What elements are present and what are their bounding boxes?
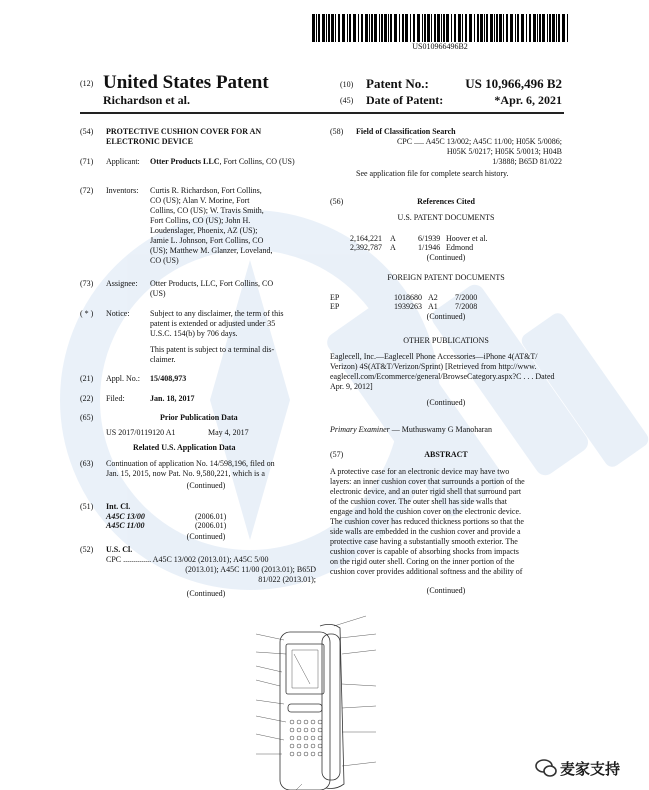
barcode-bar xyxy=(506,14,508,42)
us-docs-heading: U.S. PATENT DOCUMENTS xyxy=(397,213,495,222)
notice-value: Subject to any disclaimer, the term of this patent is extended or adjusted under 35 U.S.C. 154(b) by 706 days. This patent is subject to a terminal dis- claimer. xyxy=(150,309,284,364)
field-line-1: CPC ..... A45C 13/002; A45C 11/00; H05K 5/0086; xyxy=(396,137,562,146)
abstract-code: (57) xyxy=(330,450,344,459)
us-doc-row-2-kind: A xyxy=(390,243,396,252)
abstract-text: A protective case for an electronic device may have two layers: an inner cushion cover that surrounds a portion of the electronic device, and an outer rigid shell that surround part of the cushion cover. The outer shell has side walls that engage and hold the cushion cover on the electronic device. The cushion cover has reduced thickness portions so that the side walls are embedded in the cushion cover and provide a protective case having a substantially smooth exterior. The cushion cover is capable of absorbing shocks from impacts on the rigid outer shell. Coring on the inner portion of the cushion cover provides additional softness and the ability of xyxy=(330,467,525,576)
barcode-bar xyxy=(361,14,363,42)
int-cl-row-2-version: (2006.01) xyxy=(195,521,227,530)
prior-pub-number: US 2017/0119120 A1 xyxy=(106,428,176,437)
abstract-continued: (Continued) xyxy=(426,586,466,595)
barcode-bar xyxy=(539,14,541,42)
header-rule xyxy=(80,112,564,114)
barcode-bar xyxy=(494,14,495,42)
related-code: (63) xyxy=(80,459,94,468)
barcode-bar xyxy=(486,14,488,42)
barcode-bar xyxy=(434,14,436,42)
barcode-bar xyxy=(365,14,368,42)
barcode-bar xyxy=(326,14,327,42)
barcode-bar xyxy=(515,14,516,42)
barcode-bar xyxy=(318,14,320,42)
date-code: (45) xyxy=(340,96,354,105)
barcode-bar xyxy=(451,14,452,42)
barcode-bar xyxy=(480,14,483,42)
barcode-bar xyxy=(405,14,408,42)
barcode-bar xyxy=(499,14,502,42)
barcode-bar xyxy=(353,14,356,42)
barcode-bar xyxy=(437,14,440,42)
barcode-bar xyxy=(413,14,415,42)
barcode-bar xyxy=(549,14,551,42)
int-cl-continued: (Continued) xyxy=(186,532,226,541)
filed-value: Jan. 18, 2017 xyxy=(150,394,195,403)
us-docs-continued: (Continued) xyxy=(426,253,466,262)
brand-logo-text: 麦家支持 xyxy=(560,760,621,778)
us-doc-row-2-name: Edmond xyxy=(446,243,474,252)
inventors-value: Curtis R. Richardson, Fort Collins, CO (US); Alan V. Morine, Fort Collins, CO (US); W. Travis Smith, Fort Collins, CO (US); John H. Loudenslager, Phoenix, AZ (US); Jamie L. Johnson, Fort Collins, CO (US); Matthew M. Glanzer, Loveland, CO (US) xyxy=(150,186,273,265)
barcode-bar xyxy=(547,14,548,42)
us-doc-row-2-date: 1/1946 xyxy=(418,243,441,252)
us-doc-row-2-number: 2,392,787 xyxy=(350,243,382,252)
barcode-bar xyxy=(443,14,445,42)
barcode-bar xyxy=(542,14,545,42)
barcode-bar xyxy=(431,14,432,42)
chat-bubble-icon xyxy=(534,756,558,780)
field-label: Field of Classification Search xyxy=(356,127,456,136)
inventors-label: Inventors: xyxy=(106,186,139,195)
us-cl-code: (52) xyxy=(80,545,94,554)
int-cl-row-2-class: A45C 11/00 xyxy=(106,521,145,530)
applicant-value: Otter Products LLC, Fort Collins, CO (US) xyxy=(150,157,295,166)
barcode-bar xyxy=(503,14,504,42)
appl-no-label: Appl. No.: xyxy=(106,374,140,383)
field-code: (58) xyxy=(330,127,344,136)
filed-code: (22) xyxy=(80,394,94,403)
other-pubs-heading: OTHER PUBLICATIONS xyxy=(403,336,489,345)
barcode-bar xyxy=(454,14,456,42)
field-line-2: H05K 5/0217; H05K 5/0013; H04B xyxy=(446,147,562,156)
barcode-bar xyxy=(402,14,404,42)
barcode-bar xyxy=(328,14,330,42)
barcode-bar xyxy=(552,14,555,42)
foreign-doc-row-2-kind: A1 xyxy=(428,302,438,311)
barcode-bar xyxy=(446,14,449,42)
notice-code: ( * ) xyxy=(80,309,94,318)
barcode-bar xyxy=(484,14,485,42)
us-doc-row-1-kind: A xyxy=(390,234,396,243)
barcode-bar xyxy=(517,14,519,42)
us-doc-row-1-name: Hoover et al. xyxy=(446,234,488,243)
barcode-bar xyxy=(427,14,430,42)
barcode-bar xyxy=(521,14,524,42)
foreign-doc-row-2-number: 1939263 xyxy=(394,302,422,311)
prior-pub-heading: Prior Publication Data xyxy=(160,413,238,422)
barcode-bar xyxy=(537,14,538,42)
barcode-bar xyxy=(462,14,463,42)
examiner: Primary Examiner — Muthuswamy G Manoharan xyxy=(330,425,492,434)
barcode-bar xyxy=(465,14,467,42)
barcode-bar xyxy=(422,14,423,42)
assignee-code: (73) xyxy=(80,279,94,288)
foreign-docs-continued: (Continued) xyxy=(426,312,466,321)
foreign-doc-row-1-number: 1018680 xyxy=(394,293,422,302)
barcode-bar xyxy=(477,14,479,42)
barcode-bar xyxy=(496,14,498,42)
document-title: United States Patent xyxy=(103,72,269,93)
foreign-doc-row-1-kind: A2 xyxy=(428,293,438,302)
related-continued: (Continued) xyxy=(186,481,226,490)
barcode-number: US010966496B2 xyxy=(412,42,468,51)
int-cl-code: (51) xyxy=(80,502,94,511)
us-doc-row-1-number: 2,164,221 xyxy=(350,234,382,243)
barcode xyxy=(312,14,568,42)
appl-no-value: 15/408,973 xyxy=(150,374,187,383)
barcode-bar xyxy=(384,14,387,42)
applicant-label: Applicant: xyxy=(106,157,140,166)
barcode-bar xyxy=(369,14,370,42)
barcode-bar xyxy=(371,14,373,42)
us-cl-line-1: CPC .............. A45C 13/002 (2013.01); A45C 5/00 xyxy=(106,555,269,564)
barcode-bar xyxy=(331,14,334,42)
patent-number-label: Patent No.: xyxy=(366,76,429,91)
us-cl-line-2: (2013.01); A45C 11/00 (2013.01); B65D xyxy=(185,565,316,574)
filed-label: Filed: xyxy=(106,394,125,403)
barcode-bar xyxy=(379,14,380,42)
barcode-bar xyxy=(399,14,400,42)
int-cl-row-1-version: (2006.01) xyxy=(195,512,227,521)
us-cl-continued: (Continued) xyxy=(186,589,226,598)
foreign-doc-row-2-date: 7/2008 xyxy=(455,302,478,311)
us-doc-row-1-date: 6/1939 xyxy=(418,234,441,243)
related-heading: Related U.S. Application Data xyxy=(133,443,236,452)
us-cl-line-3: 81/022 (2013.01); xyxy=(258,575,316,584)
barcode-bar xyxy=(490,14,493,42)
barcode-bar xyxy=(417,14,420,42)
barcode-bar xyxy=(312,14,315,42)
assignee-value: Otter Products, LLC, Fort Collins, CO (US) xyxy=(150,279,274,298)
appl-no-code: (21) xyxy=(80,374,94,383)
barcode-bar xyxy=(342,14,345,42)
barcode-bar xyxy=(338,14,340,42)
country-code: (12) xyxy=(80,79,94,88)
barcode-bar xyxy=(529,14,531,42)
int-cl-label: Int. Cl. xyxy=(106,502,131,511)
title-code: (54) xyxy=(80,127,94,136)
barcode-bar xyxy=(562,14,565,42)
barcode-bar xyxy=(526,14,527,42)
assignee-label: Assignee: xyxy=(106,279,138,288)
barcode-bar xyxy=(424,14,426,42)
patent-number-value: US 10,966,496 B2 xyxy=(465,76,562,91)
barcode-bar xyxy=(441,14,442,42)
date-label: Date of Patent: xyxy=(366,93,444,107)
prior-pub-code: (65) xyxy=(80,413,94,422)
barcode-bar xyxy=(374,14,377,42)
foreign-doc-row-1-country: EP xyxy=(330,293,340,302)
barcode-bar xyxy=(316,14,317,42)
barcode-bar xyxy=(567,14,568,42)
barcode-bar xyxy=(358,14,359,42)
barcode-bar xyxy=(469,14,472,42)
barcode-bar xyxy=(349,14,351,42)
barcode-bar xyxy=(458,14,461,42)
other-pubs-text: Eaglecell, Inc.—Eaglecell Phone Accessories—iPhone 4(AT&T/ Verizon) 4S(AT&T/Verizon/Sprint) [Retrieved from http://www. eaglecell.com/Ecommerce/general/BrowseCategory.aspx?C . . . Dated Apr. 9, 2012] xyxy=(330,352,555,391)
invention-title: PROTECTIVE CUSHION COVER FOR AN ELECTRONIC DEVICE xyxy=(106,127,262,146)
foreign-docs-heading: FOREIGN PATENT DOCUMENTS xyxy=(387,273,505,282)
prior-pub-date: May 4, 2017 xyxy=(208,428,249,437)
us-cl-label: U.S. Cl. xyxy=(106,545,133,554)
refs-code: (56) xyxy=(330,197,344,206)
barcode-bar xyxy=(335,14,336,42)
other-pubs-continued: (Continued) xyxy=(426,398,466,407)
barcode-bar xyxy=(390,14,392,42)
barcode-bar xyxy=(410,14,411,42)
patent-drawing xyxy=(236,604,406,790)
date-value: *Apr. 6, 2021 xyxy=(494,93,562,107)
barcode-bar xyxy=(388,14,389,42)
barcode-bar xyxy=(347,14,348,42)
abstract-heading: ABSTRACT xyxy=(424,450,468,459)
inventor-short-name: Richardson et al. xyxy=(103,93,190,107)
barcode-bar xyxy=(474,14,475,42)
barcode-bar xyxy=(322,14,325,42)
field-line-3: 1/3888; B65D 81/022 xyxy=(492,157,562,166)
barcode-bar xyxy=(510,14,513,42)
int-cl-row-1-class: A45C 13/00 xyxy=(106,512,145,521)
refs-heading: References Cited xyxy=(417,197,475,206)
foreign-doc-row-2-country: EP xyxy=(330,302,340,311)
barcode-bar xyxy=(394,14,397,42)
related-text: Continuation of application No. 14/598,196, filed on Jan. 15, 2015, now Pat. No. 9,580,221, which is a xyxy=(106,459,275,478)
brand-logo xyxy=(532,752,642,786)
field-see: See application file for complete search history. xyxy=(356,169,509,178)
barcode-bar xyxy=(558,14,560,42)
foreign-doc-row-1-date: 7/2000 xyxy=(455,293,478,302)
patent-number-code: (10) xyxy=(340,80,354,89)
applicant-code: (71) xyxy=(80,157,94,166)
barcode-bar xyxy=(533,14,536,42)
notice-label: Notice: xyxy=(106,309,130,318)
barcode-bar xyxy=(381,14,383,42)
inventors-code: (72) xyxy=(80,186,94,195)
barcode-bar xyxy=(556,14,557,42)
